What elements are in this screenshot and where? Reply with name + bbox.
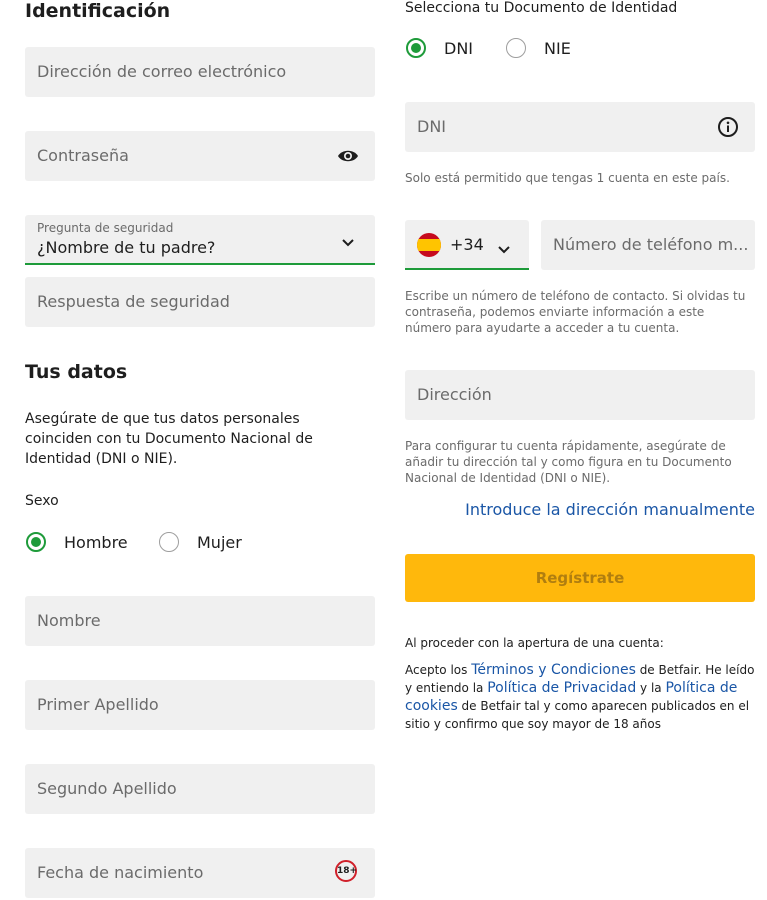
age-18-badge-icon [335,860,357,882]
address-note: Para configurar tu cuenta rápidamente, asegúrate de añadir tu dirección tal y como figura en tu Documento Nacional de Identidad (DNI o NIE). [405,439,732,485]
security-question-label: Pregunta de seguridad [37,221,174,235]
phone-placeholder: Número de teléfono m... [553,235,749,254]
document-label-dni[interactable]: DNI [444,39,474,58]
country-code-value: +34 [450,235,484,254]
sex-label-hombre[interactable]: Hombre [64,533,128,552]
document-label: Selecciona tu Documento de Identidad [405,0,678,16]
register-button-label: Regístrate [535,569,625,587]
legal-part4: de Betfair tal y como aparecen publicados en el sitio y confirmo que soy mayor de 18 años [405,699,750,731]
second-surname-placeholder: Segundo Apellido [37,779,177,798]
eye-icon[interactable] [337,148,359,168]
legal-text [405,661,755,733]
dni-placeholder: DNI [417,117,447,136]
terms-link[interactable]: Términos y Condiciones [471,662,636,678]
phone-field[interactable] [541,220,755,270]
age-badge-text: 18+ [337,866,358,876]
first-surname-placeholder: Primer Apellido [37,695,159,714]
info-icon[interactable] [717,116,739,142]
sex-radio-mujer[interactable] [159,532,179,552]
birthdate-placeholder: Fecha de nacimiento [37,863,204,882]
your-data-description: Asegúrate de que tus datos personales coinciden con tu Documento Nacional de Identidad (DNI o NIE). [25,411,313,467]
name-field[interactable] [25,596,375,646]
dni-note: Solo está permitido que tengas 1 cuenta en este país. [405,171,730,185]
sex-radio-hombre[interactable] [26,532,46,552]
chevron-down-icon[interactable] [341,233,355,252]
country-code-select[interactable] [405,220,529,270]
your-data-title: Tus datos [25,361,128,383]
legal-part1: Acepto los [405,663,472,677]
document-radio-nie[interactable] [506,38,526,58]
identification-title: Identificación [25,0,171,22]
email-field[interactable] [25,47,375,97]
birthdate-field[interactable] [25,848,375,898]
password-field[interactable] [25,131,375,181]
email-placeholder: Dirección de correo electrónico [37,62,287,81]
security-answer-placeholder: Respuesta de seguridad [37,292,230,311]
privacy-link[interactable]: Política de Privacidad [487,680,637,696]
manual-address-link[interactable]: Introduce la dirección manualmente [465,500,755,519]
spain-flag-icon [417,233,441,261]
chevron-down-icon[interactable] [497,240,511,259]
address-placeholder: Dirección [417,385,492,404]
security-question-select[interactable] [25,215,375,265]
document-radio-dni[interactable] [406,38,426,58]
second-surname-field[interactable] [25,764,375,814]
phone-note: Escribe un número de teléfono de contacto. Si olvidas tu contraseña, podemos enviarte información a este número para ayudarte a acceder a tu cuenta. [405,289,746,335]
password-placeholder: Contraseña [37,146,129,165]
sex-label: Sexo [25,493,59,509]
document-label-nie[interactable]: NIE [544,39,571,58]
address-field[interactable] [405,370,755,420]
cookies-link[interactable]: Política de cookies [405,680,738,714]
name-placeholder: Nombre [37,611,101,630]
legal-part2: de Betfair. He leído y entiendo la [405,663,755,695]
sex-label-mujer[interactable]: Mujer [197,533,242,552]
first-surname-field[interactable] [25,680,375,730]
register-button[interactable] [405,554,755,602]
dni-field[interactable] [405,102,755,152]
legal-part3: y la [636,681,666,695]
security-question-value: ¿Nombre de tu padre? [37,238,216,257]
legal-intro: Al proceder con la apertura de una cuenta: [405,636,664,650]
security-answer-field[interactable] [25,277,375,327]
